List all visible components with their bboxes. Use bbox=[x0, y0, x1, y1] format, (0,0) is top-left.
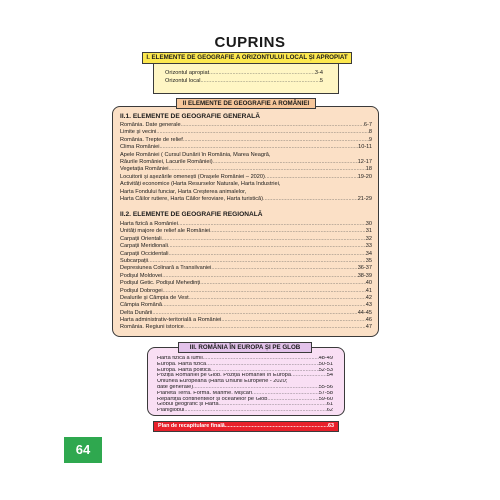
toc-entry-label: Podișul Getic. Podișul Mehedinți bbox=[120, 280, 201, 287]
toc-entry bbox=[120, 221, 372, 228]
toc-entry bbox=[120, 122, 372, 129]
toc-entry-page: 32 bbox=[365, 235, 372, 242]
toc-entry bbox=[120, 166, 372, 173]
page-number: 64 bbox=[64, 437, 102, 463]
toc-entry bbox=[120, 302, 372, 309]
section-2-2-title: II.2. ELEMENTE DE GEOGRAFIE REGIONALĂ bbox=[120, 211, 263, 218]
toc-entry-label: Subcarpații bbox=[120, 257, 148, 264]
toc-entry bbox=[120, 295, 372, 302]
toc-entry-page: 6-7 bbox=[363, 122, 372, 128]
toc-entry-label: Repartiția continentelor și oceanelor pe Glob bbox=[157, 396, 268, 402]
toc-entry-page: 21-29 bbox=[357, 195, 372, 202]
toc-entry bbox=[120, 243, 372, 250]
toc-entry-page: 57-58 bbox=[318, 390, 333, 396]
toc-entry bbox=[120, 152, 372, 159]
toc-entry-page: 9 bbox=[368, 136, 372, 143]
toc-entry-page: 44-45 bbox=[357, 309, 372, 316]
toc-entry-page: 50-51 bbox=[318, 361, 333, 367]
toc-entry-label: Uniunea Europeană (Harta Uniunii Europene - 2020; bbox=[157, 379, 288, 385]
section-2-header: II ELEMENTE DE GEOGRAFIE A ROMÂNIEI bbox=[176, 98, 316, 109]
toc-entry-page: 31 bbox=[365, 228, 372, 235]
toc-entry bbox=[120, 196, 372, 203]
toc-entry-page: 36-37 bbox=[357, 265, 372, 272]
toc-entry-label: Podișul Dobrogei bbox=[120, 287, 163, 294]
section-1-list bbox=[165, 70, 323, 85]
section-2-2-list bbox=[120, 221, 372, 332]
toc-entry bbox=[120, 181, 372, 188]
toc-entry-label: România. Regiuni istorice bbox=[120, 324, 184, 331]
toc-entry-page: 35 bbox=[365, 257, 372, 264]
toc-entry-page: 55-56 bbox=[318, 384, 333, 390]
toc-entry-label: Planiglobul bbox=[157, 408, 185, 414]
toc-entry bbox=[120, 137, 372, 144]
toc-entry-label: Limite și vecini bbox=[120, 129, 157, 136]
toc-entry-page: 8 bbox=[368, 129, 372, 136]
toc-entry-page: 62 bbox=[326, 408, 333, 414]
toc-entry-page: 33 bbox=[365, 243, 372, 250]
toc-entry-page: 48-49 bbox=[318, 356, 333, 361]
toc-entry-page: 34 bbox=[365, 250, 372, 257]
toc-entry-page: 52-53 bbox=[318, 367, 333, 373]
toc-entry bbox=[120, 228, 372, 235]
toc-entry-label: Planeta Terra. Formă. Mărime. Mișcări bbox=[157, 390, 253, 396]
toc-entry bbox=[120, 258, 372, 265]
toc-entry-label: Delta Dunării bbox=[120, 309, 153, 316]
toc-entry-label: Harta Fondului funciar, Harta Creșterea animalelor, bbox=[120, 188, 247, 195]
toc-entry-page: 41 bbox=[365, 287, 372, 294]
toc-entry-label: Globul geografic și Harta bbox=[157, 402, 219, 408]
section-2-1-title: II.1. ELEMENTE DE GEOGRAFIE GENERALĂ bbox=[120, 113, 260, 120]
toc-entry-label: Apele României ( Cursul Dunării în România, Marea Neagră, bbox=[120, 151, 271, 158]
toc-entry bbox=[120, 129, 372, 136]
toc-entry bbox=[120, 310, 372, 317]
toc-entry bbox=[120, 288, 372, 295]
toc-entry-page: 10-11 bbox=[358, 144, 372, 151]
toc-entry-label: Unități majore de relief ale României bbox=[120, 228, 211, 235]
toc-entry-label: România. Trepte de relief bbox=[120, 136, 183, 143]
toc-entry-label: Poziția României pe Glob. Poziția României în Europa bbox=[157, 373, 292, 379]
toc-entry-label: Dealurile și Câmpia de Vest bbox=[120, 294, 189, 301]
toc-entry-label: Europa. Harta fizică bbox=[157, 361, 207, 367]
toc-entry-label: România. Date generale bbox=[120, 122, 181, 128]
toc-entry-label: Depresiunea Colinară a Transilvaniei bbox=[120, 265, 212, 272]
toc-entry-page: 30 bbox=[365, 221, 372, 227]
toc-entry-label: Clima României bbox=[120, 144, 160, 151]
toc-entry bbox=[120, 317, 372, 324]
toc-entry bbox=[120, 273, 372, 280]
toc-entry-page: 40 bbox=[365, 280, 372, 287]
toc-entry bbox=[120, 236, 372, 243]
toc-entry-page: 3-4 bbox=[314, 70, 323, 76]
section-1-header: I. ELEMENTE DE GEOGRAFIE A ORIZONTULUI LOCAL ȘI APROPIAT bbox=[142, 52, 352, 64]
toc-entry-label: Câmpia Română bbox=[120, 302, 162, 309]
toc-entry bbox=[120, 189, 372, 196]
toc-entry-page: 59-60 bbox=[318, 396, 333, 402]
section-2-1-list bbox=[120, 122, 372, 203]
final-review-entry bbox=[153, 421, 339, 432]
toc-entry-label: Podișul Moldovei bbox=[120, 272, 163, 279]
toc-entry-label: Harta fizică a lumii bbox=[157, 356, 203, 361]
toc-entry bbox=[120, 251, 372, 258]
toc-entry-label: date generale) bbox=[157, 384, 194, 390]
toc-entry-label: Activități economice (Harta Resurselor Naturale, Harta Industriei, bbox=[120, 181, 281, 188]
toc-entry-label: Râurile României, Lacurile României) bbox=[120, 158, 213, 165]
toc-entry-label: Orizontul apropiat bbox=[165, 70, 210, 76]
final-review-label: Plan de recapitulare finală bbox=[158, 423, 225, 429]
toc-entry bbox=[120, 159, 372, 166]
toc-entry-page: 43 bbox=[365, 302, 372, 309]
toc-entry bbox=[120, 280, 372, 287]
toc-entry-label: Carpații Meridionali bbox=[120, 243, 168, 250]
toc-entry-label: Orizontul local bbox=[165, 77, 201, 84]
toc-entry-label: Harta Căilor rutiere, Harta Căilor feroviare, Harta turistică) bbox=[120, 195, 263, 202]
toc-entry-page: 12-17 bbox=[357, 158, 372, 165]
toc-entry-page: 5 bbox=[319, 77, 323, 84]
toc-entry-label: Harta administrativ-teritorială a României bbox=[120, 317, 222, 324]
toc-entry bbox=[120, 265, 372, 272]
toc-entry-label: Harta fizică a României bbox=[120, 221, 178, 227]
toc-entry-page: 46 bbox=[365, 317, 372, 324]
toc-entry bbox=[165, 70, 323, 78]
final-review-page: 63 bbox=[328, 423, 334, 429]
toc-entry-page: 42 bbox=[365, 294, 372, 301]
toc-entry-page: 19-20 bbox=[357, 173, 372, 180]
toc-entry-label: Locuitorii și așezările omenești (Orașele României – 2020) bbox=[120, 173, 265, 180]
toc-entry-page: 47 bbox=[365, 324, 372, 331]
toc-entry-label: Carpații Orientali bbox=[120, 235, 162, 242]
toc-entry bbox=[120, 324, 372, 331]
toc-entry-page: 18 bbox=[365, 166, 372, 173]
section-3-header: III. ROMÂNIA ÎN EUROPA ȘI PE GLOB bbox=[178, 342, 312, 353]
toc-entry-label: Europa. Harta politică bbox=[157, 367, 211, 373]
toc-entry-page: 54 bbox=[326, 373, 333, 379]
toc-entry-label: Carpații Occidentali bbox=[120, 250, 169, 257]
toc-entry bbox=[120, 144, 372, 151]
toc-entry bbox=[165, 78, 323, 86]
toc-entry-label: Vegetația României bbox=[120, 166, 169, 173]
toc-entry bbox=[157, 408, 333, 414]
toc-entry-page: 38-39 bbox=[357, 272, 372, 279]
section-3-list bbox=[157, 356, 333, 414]
toc-entry bbox=[120, 174, 372, 181]
page-title: CUPRINS bbox=[214, 34, 286, 51]
toc-entry-page: 61 bbox=[326, 402, 333, 408]
